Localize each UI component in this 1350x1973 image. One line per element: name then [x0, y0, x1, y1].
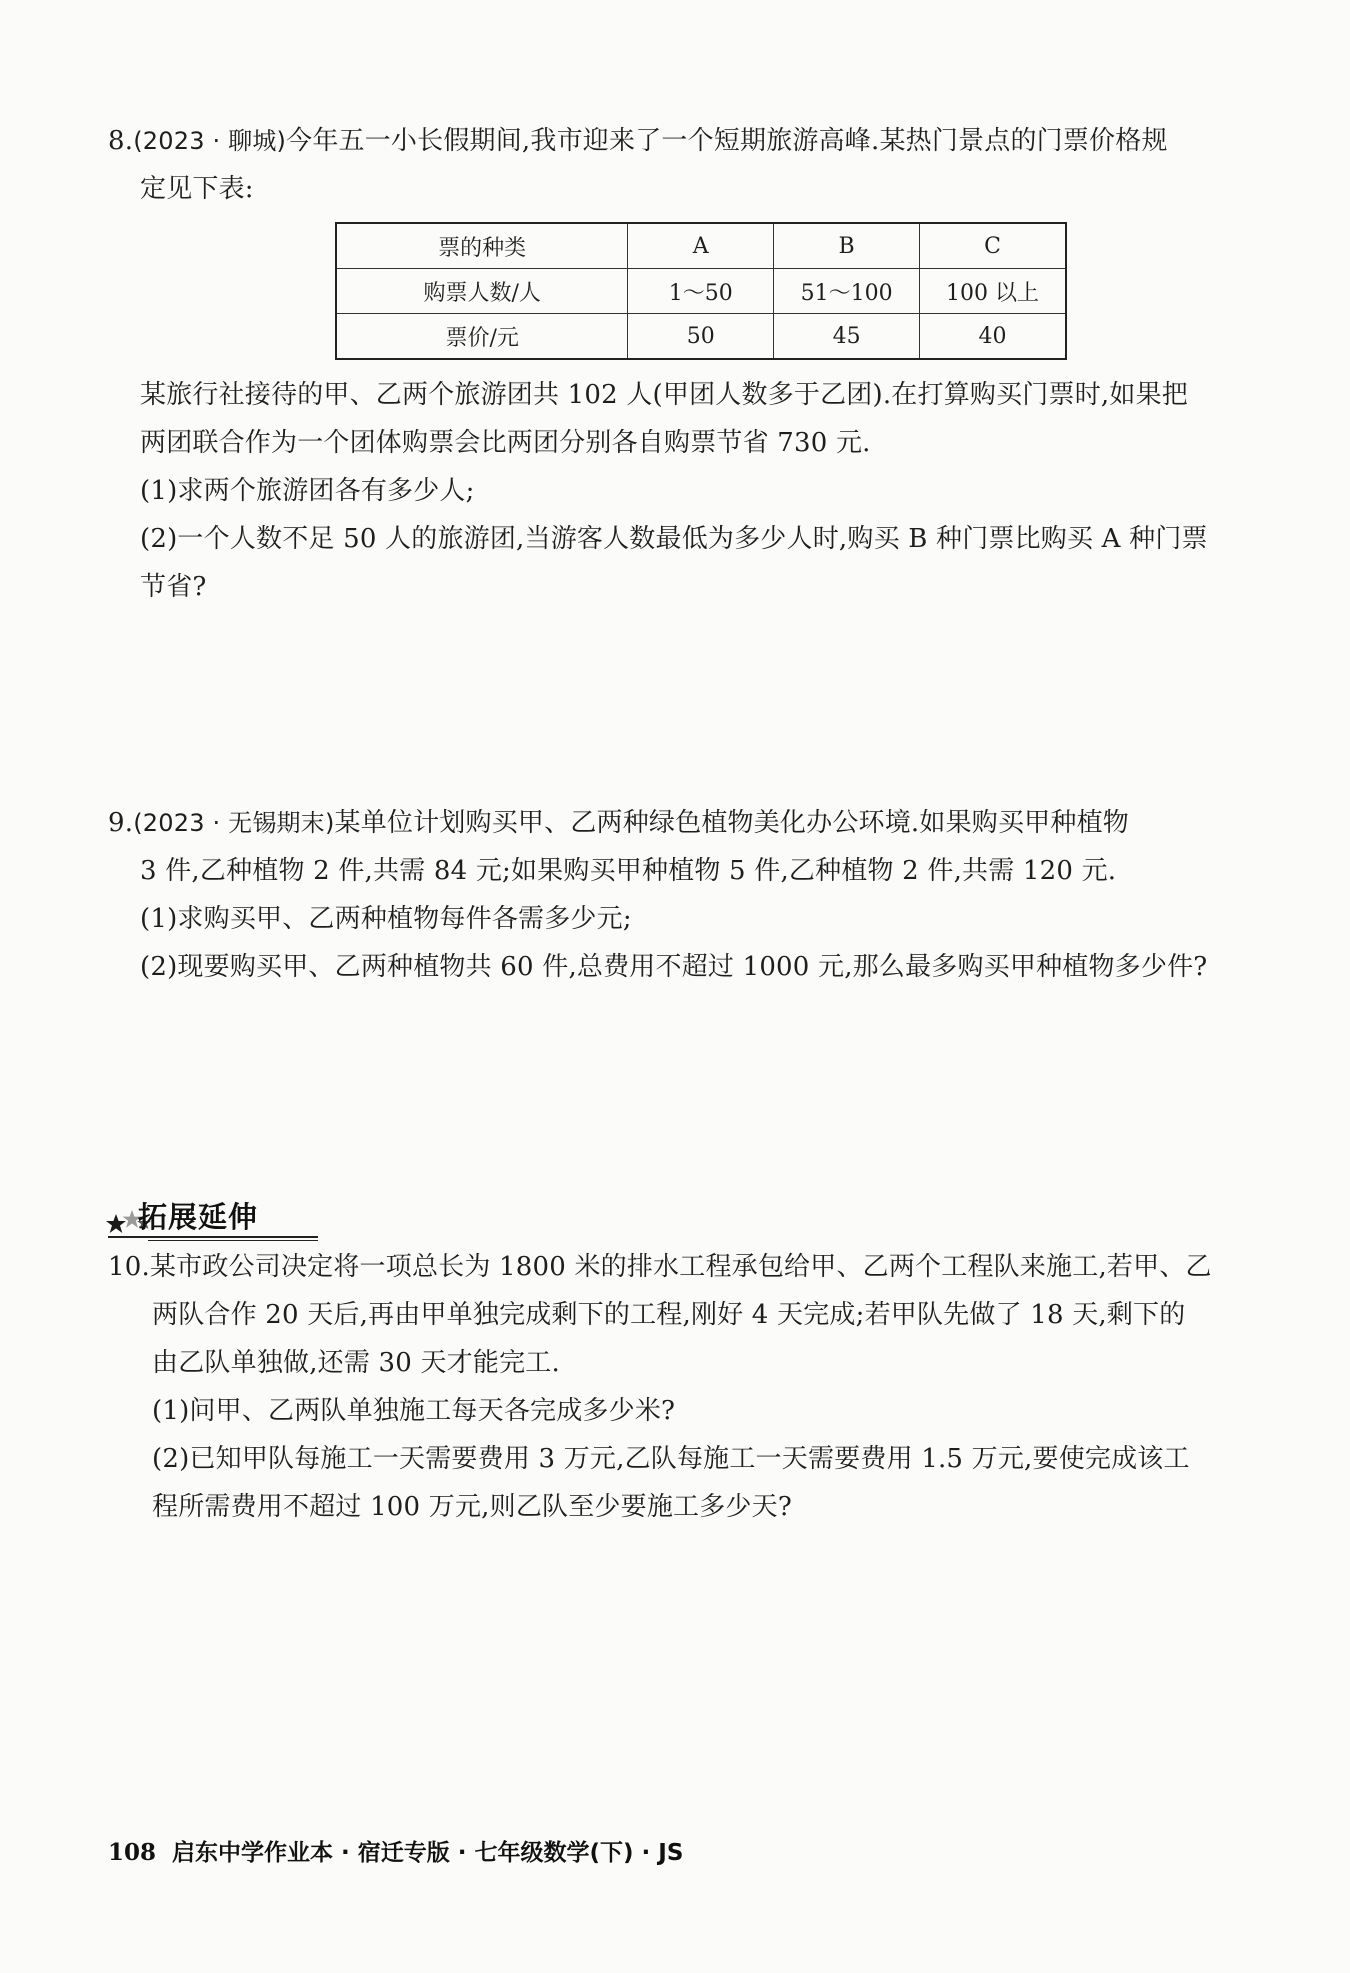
q8-body-2: 两团联合作为一个团体购票会比两团分别各自购票节省 730 元.: [140, 428, 871, 458]
q10-number: 10.: [108, 1252, 150, 1282]
table-cell: 票价/元: [336, 314, 628, 360]
q8-subquestion-2-line-1: (2)一个人数不足 50 人的旅游团,当游客人数最低为多少人时,购买 B 种门票比购买 A 种门票: [140, 524, 1208, 554]
q9-subquestion-1: (1)求购买甲、乙两种植物每件各需多少元;: [140, 904, 632, 934]
q10-line-2: 两队合作 20 天后,再由甲单独完成剩下的工程,刚好 4 天完成;若甲队先做了 18 天,剩下的: [152, 1300, 1186, 1330]
table-cell: 51～100: [774, 269, 920, 314]
section-rule: [108, 1236, 318, 1238]
q9-source: (2023 · 无锡期末): [133, 809, 335, 837]
q10-subquestion-2-line-1: (2)已知甲队每施工一天需要费用 3 万元,乙队每施工一天需要费用 1.5 万元,要使完成该工: [152, 1444, 1190, 1474]
section-title: 拓展延伸: [138, 1200, 259, 1234]
q9-line-2: 3 件,乙种植物 2 件,共需 84 元;如果购买甲种植物 5 件,乙种植物 2 件,共需 120 元.: [140, 856, 1117, 886]
table-row: [336, 314, 1066, 360]
q8-line-2: 定见下表:: [140, 174, 254, 204]
q10-line-1: [108, 1250, 1212, 1284]
table-row: [336, 269, 1066, 314]
table-cell: C: [920, 223, 1066, 269]
q8-body-1: 某旅行社接待的甲、乙两个旅游团共 102 人(甲团人数多于乙团).在打算购买门票时,如果把: [140, 380, 1188, 410]
q9-number: 9.: [108, 808, 134, 838]
table-cell: 票的种类: [336, 223, 628, 269]
page-number: 108: [108, 1839, 157, 1866]
section-header: [108, 1198, 322, 1240]
table-cell: 1～50: [628, 269, 774, 314]
q9-line-1: [108, 806, 1129, 840]
page-footer: [108, 1838, 683, 1868]
q8-subquestion-1: (1)求两个旅游团各有多少人;: [140, 476, 475, 506]
table-row: [336, 223, 1066, 269]
table-cell: A: [628, 223, 774, 269]
q9-text-1: 某单位计划购买甲、乙两种绿色植物美化办公环境.如果购买甲种植物: [334, 808, 1129, 838]
q8-source: (2023 · 聊城): [133, 127, 287, 155]
q10-subquestion-1: (1)问甲、乙两队单独施工每天各完成多少米?: [152, 1396, 676, 1426]
q8-line-1: [108, 124, 1168, 158]
q10-subquestion-2-line-2: 程所需费用不超过 100 万元,则乙队至少要施工多少天?: [152, 1492, 792, 1522]
table-cell: 购票人数/人: [336, 269, 628, 314]
q10-text-1: 某市政公司决定将一项总长为 1800 米的排水工程承包给甲、乙两个工程队来施工,若甲、乙: [149, 1252, 1212, 1282]
ticket-price-table: [335, 222, 1067, 360]
table-cell: 40: [920, 314, 1066, 360]
table-cell: 45: [774, 314, 920, 360]
table-cell: 100 以上: [920, 269, 1066, 314]
book-title: 启东中学作业本 · 宿迁专版 · 七年级数学(下) · JS: [172, 1840, 684, 1866]
q8-number: 8.: [108, 126, 134, 156]
q8-subquestion-2-line-2: 节省?: [140, 572, 207, 602]
q10-line-3: 由乙队单独做,还需 30 天才能完工.: [152, 1348, 560, 1378]
q9-subquestion-2: (2)现要购买甲、乙两种植物共 60 件,总费用不超过 1000 元,那么最多购买甲种植物多少件?: [140, 952, 1208, 982]
table-cell: 50: [628, 314, 774, 360]
section-rule-thin: [148, 1240, 318, 1241]
table-cell: B: [774, 223, 920, 269]
q8-text-1: 今年五一小长假期间,我市迎来了一个短期旅游高峰.某热门景点的门票价格规: [286, 126, 1168, 156]
